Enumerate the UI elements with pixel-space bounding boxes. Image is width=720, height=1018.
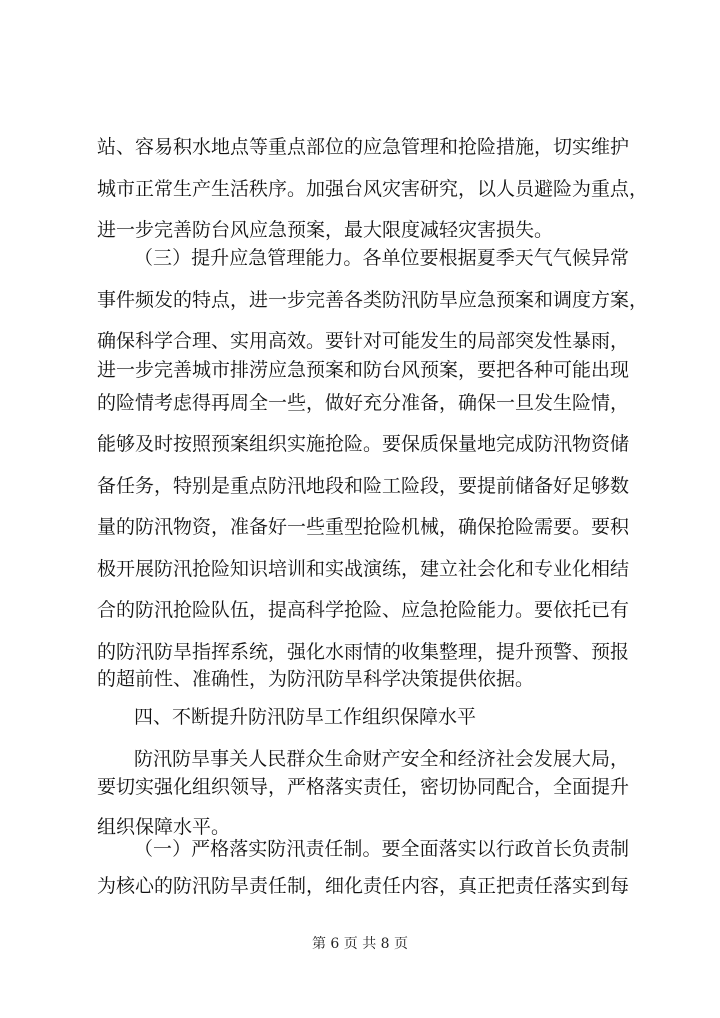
text-line: 的险情考虑得再周全一些，做好充分准备，确保一旦发生险情， bbox=[97, 392, 630, 414]
text-line: 进一步完善防台风应急预案，最大限度减轻灾害损失。 bbox=[97, 219, 554, 241]
text-line: （一）严格落实防汛责任制。要全面落实以行政首长负责制 bbox=[134, 838, 629, 860]
section-heading: 四、不断提升防汛防旱工作组织保障水平 bbox=[134, 706, 477, 728]
text-line: 城市正常生产生活秩序。加强台风灾害研究，以人员避险为重点， bbox=[97, 178, 649, 200]
text-line: 合的防汛抢险队伍，提高科学抢险、应急抢险能力。要依托已有 bbox=[97, 599, 630, 621]
text-line: 为核心的防汛防旱责任制，细化责任内容，真正把责任落实到每 bbox=[97, 875, 630, 897]
text-line: 能够及时按照预案组织实施抢险。要保质保量地完成防汛物资储 bbox=[97, 433, 630, 455]
text-line: 进一步完善城市排涝应急预案和防台风预案，要把各种可能出现 bbox=[97, 359, 630, 381]
text-line: 确保科学合理、实用高效。要针对可能发生的局部突发性暴雨， bbox=[97, 330, 630, 352]
text-line: 事件频发的特点，进一步完善各类防汛防旱应急预案和调度方案， bbox=[97, 289, 649, 311]
text-line: 组织保障水平。 bbox=[97, 816, 231, 838]
text-line: （三）提升应急管理能力。各单位要根据夏季天气气候异常 bbox=[134, 247, 629, 269]
text-line: 的超前性、准确性，为防汛防旱科学决策提供依据。 bbox=[97, 668, 535, 690]
text-line: 防汛防旱事关人民群众生命财产安全和经济社会发展大局， bbox=[134, 748, 629, 770]
text-line: 的防汛防旱指挥系统，强化水雨情的收集整理，提升预警、预报 bbox=[97, 641, 630, 663]
text-line: 极开展防汛抢险知识培训和实战演练，建立社会化和专业化相结 bbox=[97, 558, 630, 580]
text-line: 备任务，特别是重点防汛地段和险工险段，要提前储备好足够数 bbox=[97, 475, 630, 497]
text-line: 站、容易积水地点等重点部位的应急管理和抢险措施，切实维护 bbox=[97, 136, 630, 158]
text-line: 要切实强化组织领导，严格落实责任，密切协同配合，全面提升 bbox=[97, 776, 630, 798]
text-line: 量的防汛物资，准备好一些重型抢险机械，确保抢险需要。要积 bbox=[97, 516, 630, 538]
page-number-footer: 第 6 页 共 8 页 bbox=[311, 936, 409, 952]
